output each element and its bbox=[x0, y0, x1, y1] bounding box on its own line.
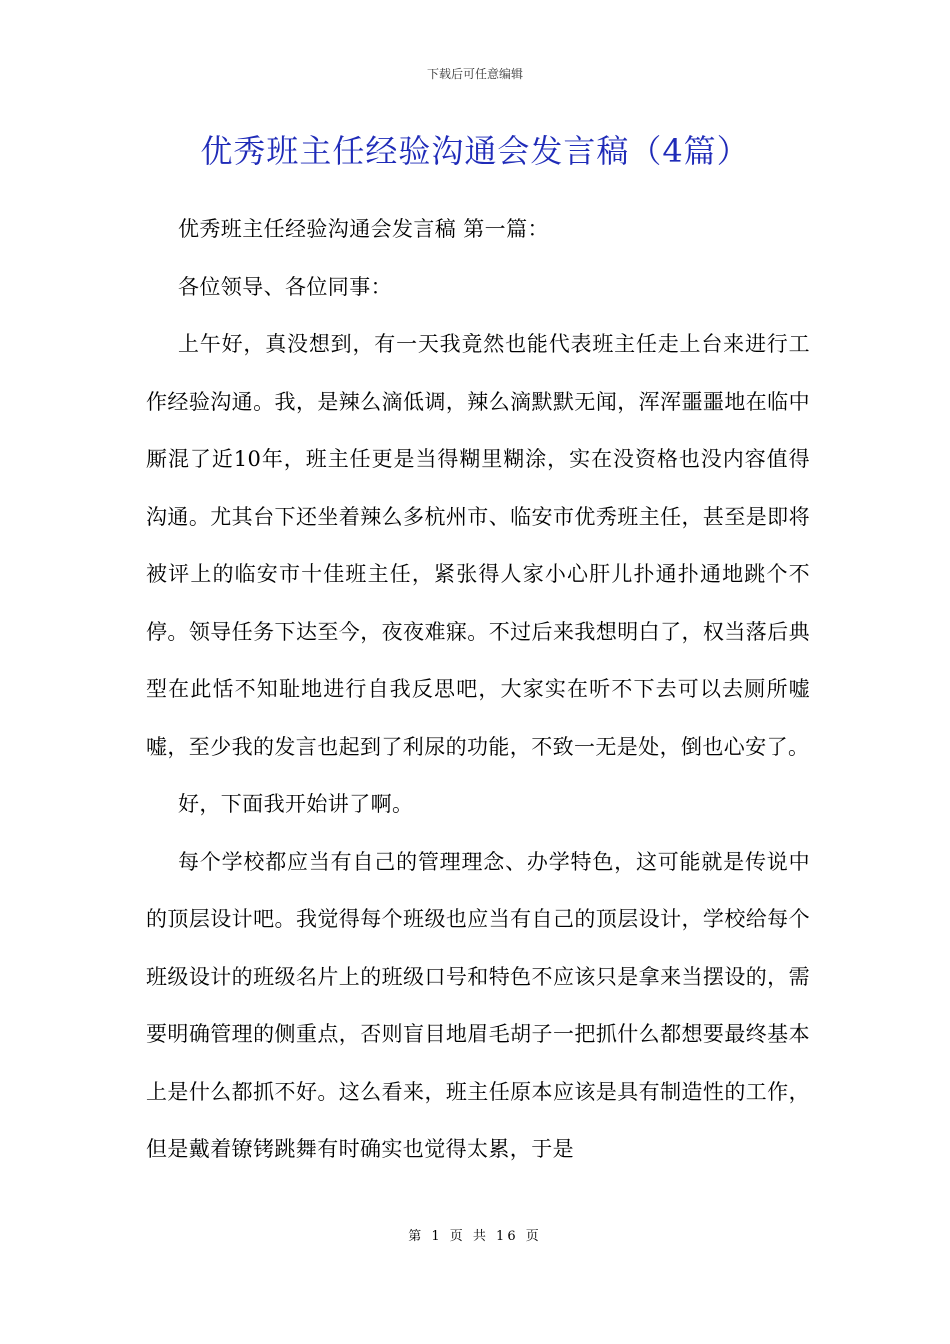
document-title: 优秀班主任经验沟通会发言稿（4篇） bbox=[200, 132, 750, 170]
document-body bbox=[146, 201, 810, 1179]
page-footer: 第 1 页 共 16 页 bbox=[408, 1229, 542, 1244]
paragraph-opening: 上午好，真没想到，有一天我竟然也能代表班主任走上台来进行工作经验沟通。我，是辣么滴低调，辣么滴默默无闻，浑浑噩噩地在临中厮混了近10年，班主任更是当得糊里糊涂，实在没资格也没内容值得沟通。尤其台下还坐着辣么多杭州市、临安市优秀班主任，甚至是即将被评上的临安市十佳班主任，紧张得人家小心肝儿扑通扑通地跳个不停。领导任务下达至今，夜夜难寐。不过后来我想明白了，权当落后典型在此恬不知耻地进行自我反思吧，大家实在听不下去可以去厕所嘘嘘，至少我的发言也起到了利尿的功能，不致一无是处，倒也心安了。 bbox=[146, 332, 810, 759]
paragraph-section-heading: 优秀班主任经验沟通会发言稿 第一篇： bbox=[178, 217, 549, 241]
paragraph-class-design: 每个学校都应当有自己的管理理念、办学特色，这可能就是传说中的顶层设计吧。我觉得每个班级也应当有自己的顶层设计，学校给每个班级设计的班级名片上的班级口号和特色不应该只是拿来当摆设的，需要明确管理的侧重点，否则盲目地眉毛胡子一把抓什么都想要最终基本上是什么都抓不好。这么看来，班主任原本应该是具有制造性的工作，但是戴着镣铐跳舞有时确实也觉得太累，于是 bbox=[146, 849, 810, 1161]
paragraph-transition: 好，下面我开始讲了啊。 bbox=[178, 792, 414, 816]
paragraph-salutation: 各位领导、各位同事： bbox=[178, 274, 392, 299]
page-header: 下载后可任意编辑 bbox=[426, 67, 523, 81]
